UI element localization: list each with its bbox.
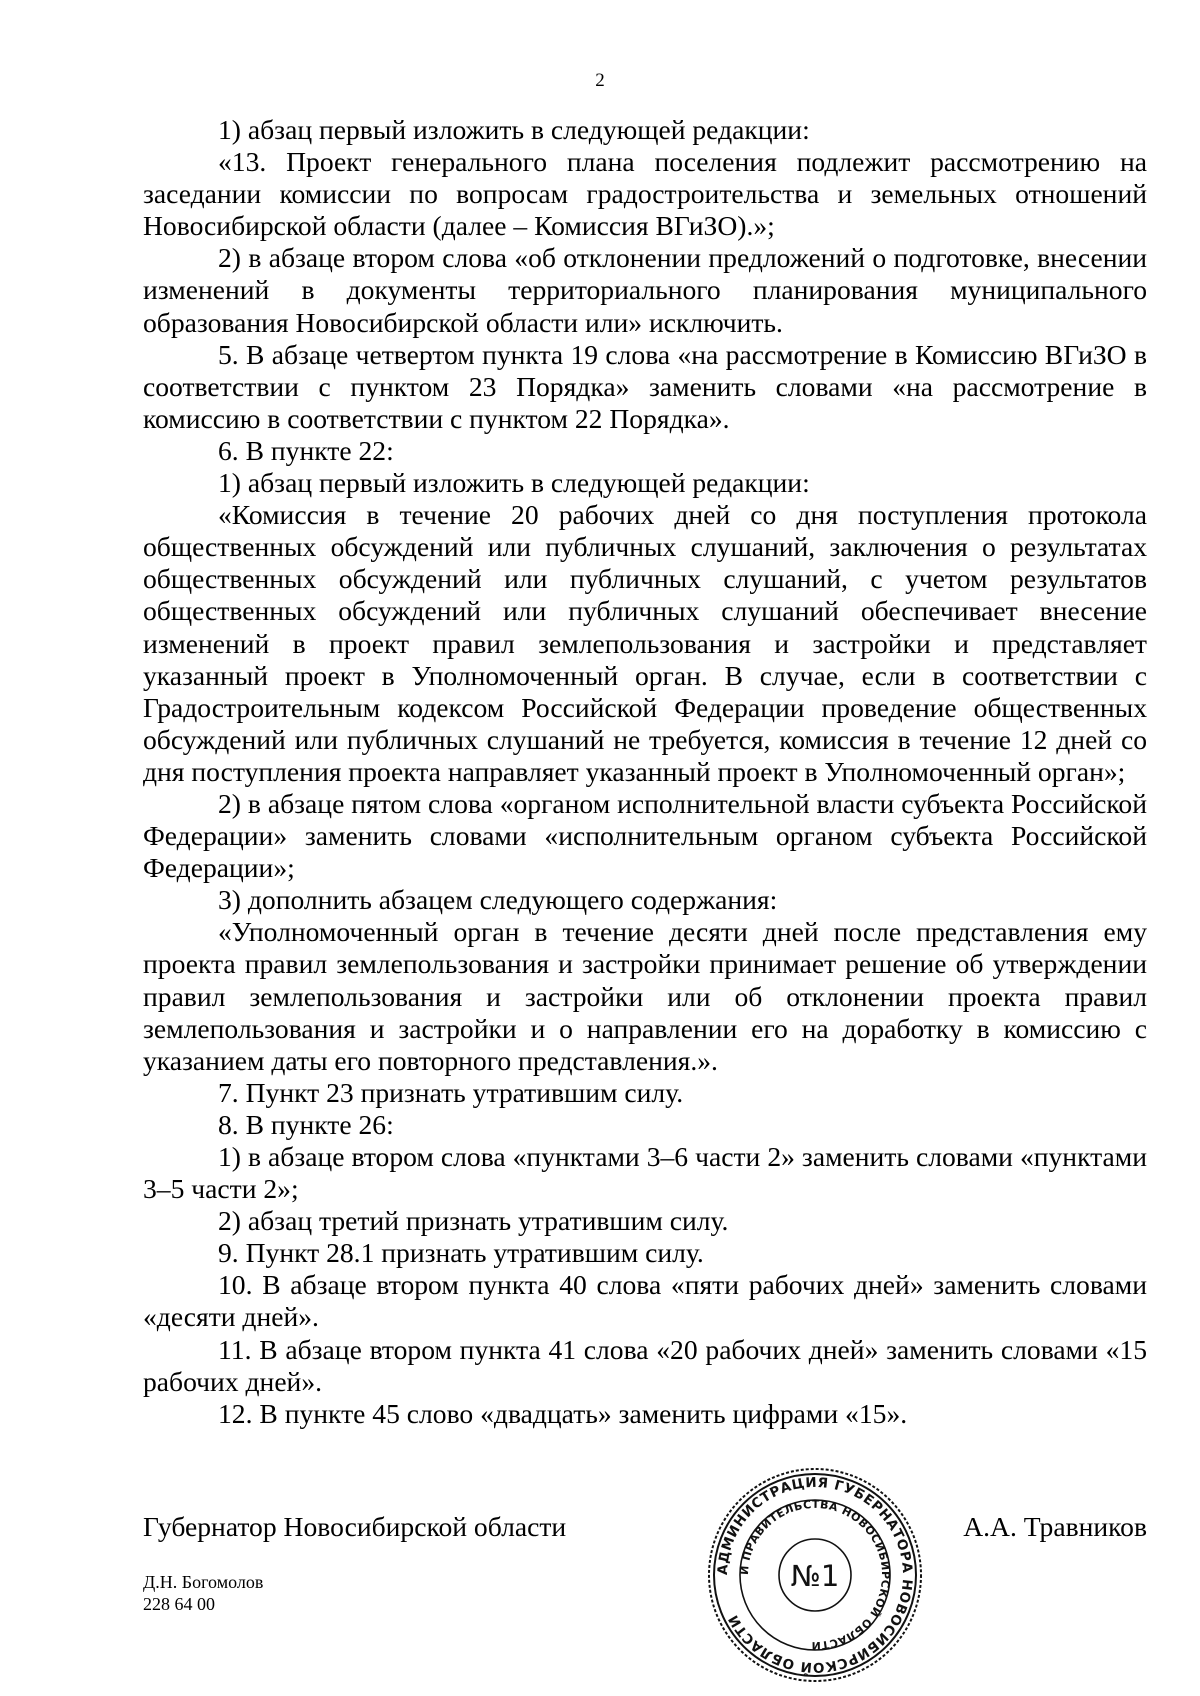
page-number: 2 — [595, 70, 605, 91]
paragraph: 10. В абзаце втором пункта 40 слова «пяти рабочих дней» заменить словами «десяти дней». — [143, 1269, 1147, 1333]
signatory-name: А.А. Травников — [963, 1511, 1147, 1542]
paragraph: «13. Проект генерального плана поселения подлежит рассмотрению на заседании комиссии по вопросам градостроительства и земельных отношений Новосибирской области (далее – Комиссия ВГиЗО).»; — [143, 146, 1147, 242]
executor-phone: 228 64 00 — [143, 1594, 215, 1614]
official-seal — [705, 1465, 925, 1685]
paragraph: 12. В пункте 45 слово «двадцать» заменить цифрами «15». — [218, 1397, 908, 1429]
paragraph: 2) в абзаце пятом слова «органом исполнительной власти субъекта Российской Федерации» заменить словами «исполнительным органом субъекта Российской Федерации»; — [143, 787, 1147, 884]
executor-name: Д.Н. Богомолов — [143, 1572, 264, 1592]
seal-graphic — [705, 1465, 925, 1685]
seal-number: №1 — [790, 1559, 840, 1593]
paragraph: 7. Пункт 23 признать утратившим силу. — [218, 1076, 684, 1108]
paragraph: 2) абзац третий признать утратившим силу. — [218, 1205, 729, 1237]
seal-outer-text-path: АДМИНИСТРАЦИЯ ГУБЕРНАТОРА НОВОСИБИРСКОЙ ОБЛАСТИ — [714, 1474, 916, 1676]
paragraph: 1) в абзаце втором слова «пунктами 3–6 части 2» заменить словами «пунктами 3–5 части 2»; — [143, 1141, 1147, 1205]
document-body — [143, 114, 1147, 1430]
paragraph: «Уполномоченный орган в течение десяти дней после представления ему проекта правил землепользования и застройки принимает решение об утверждении правил землепользования и застройки или об отклонении проекта правил землепользования и застройки и о направлении его на доработку в комиссию с указанием даты его повторного представления.». — [143, 916, 1147, 1076]
paragraph: 6. В пункте 22: — [218, 434, 394, 466]
paragraph: 5. В абзаце четвертом пункта 19 слова «на рассмотрение в Комиссию ВГиЗО в соответствии с пунктом 23 Порядка» заменить словами «на рассмотрение в комиссию в соответствии с пунктом 22 Порядка». — [143, 338, 1147, 434]
paragraph: «Комиссия в течение 20 рабочих дней со дня поступления протокола общественных обсуждений или публичных слушаний, заключения о результатах общественных обсуждений или публичных слушаний, с учетом результатов общественных обсуждений или публичных слушаний обеспечивает внесение изменений в проект правил землепользования и застройки и представляет указанный проект в Уполномоченный орган. В случае, если в соответствии с Градостроительным кодексом Российской Федерации проведение общественных обсуждений или публичных слушаний не требуется, комиссия в течение 12 дней со дня поступления проекта направляет указанный проект в Уполномоченный орган»; — [143, 499, 1147, 787]
paragraph: 8. В пункте 26: — [218, 1108, 394, 1140]
executor-block — [143, 1571, 263, 1615]
paragraph: 3) дополнить абзацем следующего содержания: — [218, 884, 778, 916]
paragraph: 2) в абзаце втором слова «об отклонении предложений о подготовке, внесении изменений в документы территориального планирования муниципального образования Новосибирской области или» исключить. — [143, 242, 1147, 338]
signatory-position: Губернатор Новосибирской области — [143, 1511, 567, 1542]
seal-inner-text-path: И ПРАВИТЕЛЬСТВА НОВОСИБИРСКОЙ ОБЛАСТИ — [737, 1497, 893, 1653]
paragraph: 11. В абзаце втором пункта 41 слова «20 рабочих дней» заменить словами «15 рабочих дней». — [143, 1333, 1147, 1397]
paragraph: 9. Пункт 28.1 признать утратившим силу. — [218, 1237, 704, 1269]
paragraph: 1) абзац первый изложить в следующей редакции: — [218, 467, 810, 499]
paragraph: 1) абзац первый изложить в следующей редакции: — [218, 114, 810, 145]
